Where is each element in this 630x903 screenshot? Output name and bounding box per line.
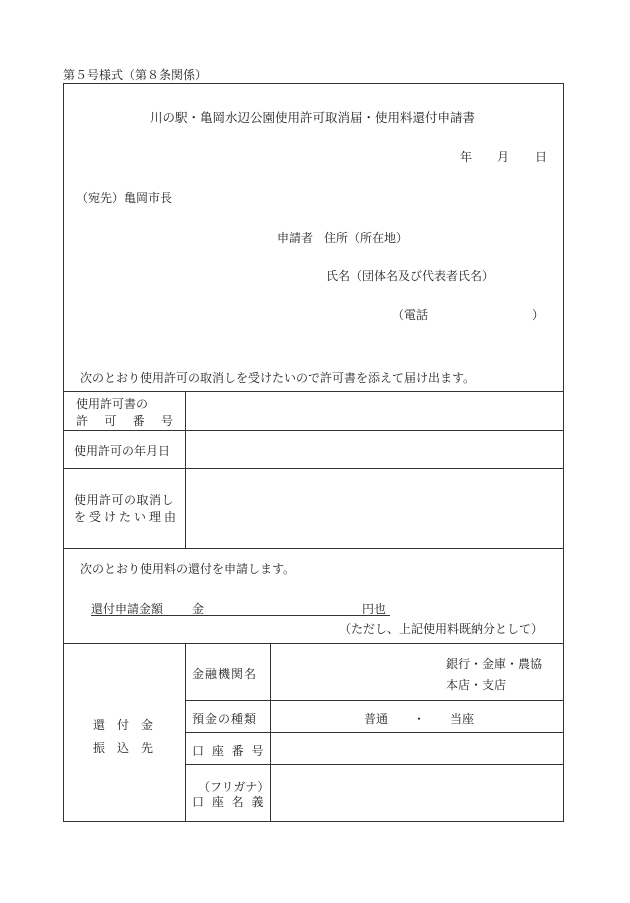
transfer-label-line2: 振 込 先 <box>93 741 154 755</box>
account-name-label: 口 座 名 義 <box>192 795 266 809</box>
permit-number-label <box>76 396 173 430</box>
refund-yen: 円也 <box>362 602 387 616</box>
row-divider <box>63 430 564 431</box>
date-month: 月 <box>497 150 510 164</box>
name-label: 氏名（団体名及び代表者氏名） <box>326 269 495 283</box>
left-border <box>63 548 64 822</box>
cancel-reason-line1: 使用許可の取消し <box>74 493 175 507</box>
permit-number-label-line2: 許 可 番 号 <box>76 414 173 428</box>
row-divider <box>63 468 564 469</box>
refund-kin: 金 <box>192 602 205 616</box>
application-box <box>63 83 564 549</box>
account-number-label: 口 座 番 号 <box>192 744 266 758</box>
permit-date-label: 使用許可の年月日 <box>74 444 171 458</box>
row-divider <box>63 391 564 392</box>
right-border <box>563 548 564 822</box>
cancel-statement: 次のとおり使用許可の取消しを受けたいので許可書を添えて届け出ます。 <box>80 371 476 385</box>
form-title: 川の駅・亀岡水辺公園使用許可取消届・使用料還付申請書 <box>150 110 476 125</box>
form-number: 第５号様式（第８条関係） <box>63 68 208 82</box>
applicant-label: 申請者 <box>277 231 314 245</box>
addressee: （宛先）亀岡市長 <box>76 191 173 205</box>
refund-amount-label: 還付申請金額 <box>91 602 164 616</box>
furigana-label: （フリガナ） <box>198 780 270 794</box>
transfer-label-line1: 還 付 金 <box>93 718 154 732</box>
permit-number-label-line1: 使用許可書の <box>76 397 149 411</box>
column-divider <box>185 391 186 548</box>
bottom-border <box>63 821 564 822</box>
phone-open: （電話 <box>392 308 429 322</box>
account-type-ordinary: 普通 <box>364 712 389 726</box>
phone-close: ） <box>532 308 545 322</box>
row-divider <box>185 764 563 765</box>
row-divider <box>63 548 564 549</box>
row-divider <box>63 643 564 644</box>
refund-statement: 次のとおり使用料の還付を申請します。 <box>80 562 296 576</box>
row-divider <box>185 732 563 733</box>
bank-name-label: 金融機関名 <box>192 667 258 681</box>
row-divider <box>185 700 563 701</box>
amount-underline <box>91 615 390 616</box>
date-day: 日 <box>535 150 548 164</box>
cancel-reason-label <box>74 492 179 526</box>
refund-note: （ただし、上記使用料既納分として） <box>339 622 544 636</box>
address-label: 住所（所在地） <box>324 231 409 245</box>
date-year: 年 <box>460 150 473 164</box>
bank-types: 銀行・金庫・農協 <box>446 657 543 671</box>
account-type-current: 当座 <box>450 712 475 726</box>
account-type-dot: ・ <box>413 712 426 726</box>
branch-types: 本店・支店 <box>446 678 507 692</box>
cancel-reason-line2: を受けたい理由 <box>74 510 180 524</box>
account-type-label: 預金の種類 <box>192 712 258 726</box>
